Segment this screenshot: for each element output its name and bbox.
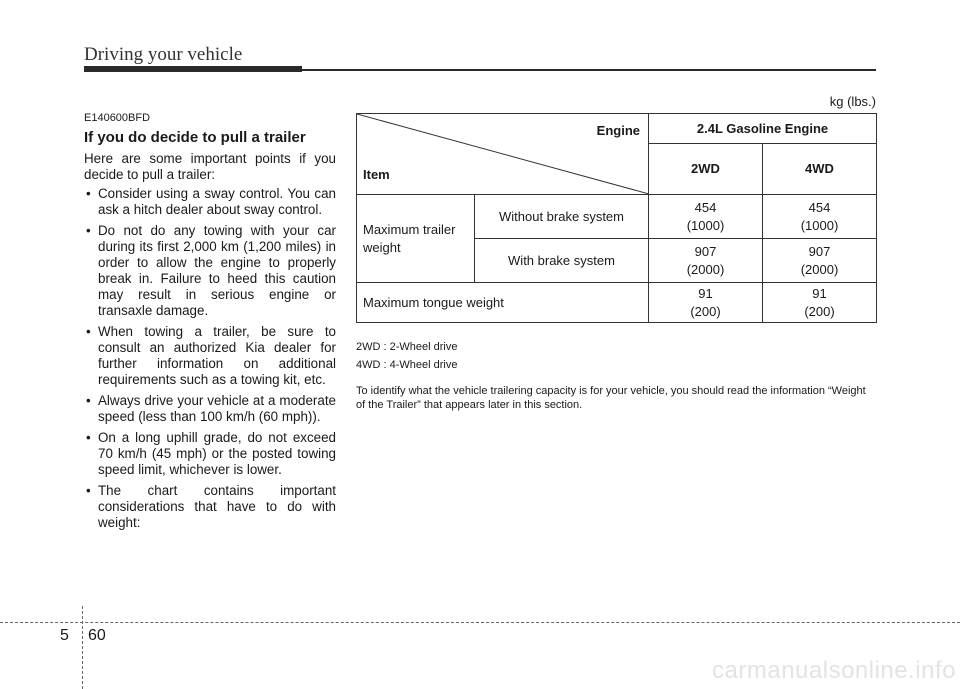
- section-code: E140600BFD: [84, 112, 151, 124]
- note-2wd: 2WD : 2-Wheel drive: [356, 341, 458, 353]
- row-label-tongue: Maximum tongue weight: [357, 283, 649, 323]
- intro-text: Here are some important points if you decide to pull a trailer:: [84, 151, 336, 182]
- engine-header-label: Engine: [596, 123, 640, 138]
- left-column: [84, 110, 336, 536]
- table-corner-header: [357, 114, 649, 195]
- row-label-max-trailer: Maximum trailer weight: [357, 195, 475, 283]
- chapter-number: 5: [60, 627, 69, 644]
- table-notes: [356, 340, 876, 416]
- value-kg: 454: [694, 199, 717, 215]
- cell-tongue-4wd: [763, 283, 877, 323]
- cell-without-2wd: [649, 195, 763, 239]
- trailer-weight-table: [356, 113, 877, 323]
- cell-with-4wd: [763, 239, 877, 283]
- cell-tongue-2wd: [649, 283, 763, 323]
- value-lbs: (2000): [686, 261, 725, 277]
- bullet-list: [84, 186, 336, 531]
- bullet-item: • Always drive your vehicle at a moderate speed (less than 100 km/h (60 mph)).: [84, 393, 336, 425]
- engine-name-header: 2.4L Gasoline Engine: [649, 114, 877, 144]
- bullet-item: • Consider using a sway control. You can ask a hitch dealer about sway control.: [84, 186, 336, 218]
- value-lbs: (200): [804, 303, 835, 319]
- footer-vertical-rule: [82, 606, 83, 689]
- col-header-2wd: 2WD: [649, 144, 763, 195]
- sub-label-with-brake: With brake system: [475, 239, 649, 283]
- page-number: 60: [88, 627, 106, 644]
- bullet-item: • Do not do any towing with your car during its first 2,000 km (1,200 miles) in order to allow the engine to properly break in. Failure to heed this caution may result in serious engine or transaxle damage.: [84, 223, 336, 319]
- footer-rule: [0, 622, 960, 623]
- cell-without-4wd: [763, 195, 877, 239]
- header-accent-bar: [84, 66, 302, 72]
- value-lbs: (1000): [800, 217, 839, 233]
- value-lbs: (2000): [800, 261, 839, 277]
- capacity-note: To identify what the vehicle trailering capacity is for your vehicle, you should read the information “Weight of the Trailer” that appears later in this section.: [356, 385, 866, 411]
- unit-label: kg (lbs.): [829, 94, 876, 109]
- col-header-4wd: 4WD: [763, 144, 877, 195]
- value-lbs: (200): [690, 303, 721, 319]
- bullet-item: • When towing a trailer, be sure to consult an authorized Kia dealer for further information on additional requirements such as a towing kit, etc.: [84, 324, 336, 388]
- bullet-item: • On a long uphill grade, do not exceed 70 km/h (45 mph) or the posted towing speed limit, whichever is lower.: [84, 430, 336, 478]
- value-kg: 91: [698, 285, 713, 301]
- section-heading: If you do decide to pull a trailer: [84, 129, 306, 146]
- value-kg: 454: [808, 199, 831, 215]
- bullet-item: • The chart contains important considerations that have to do with weight:: [84, 483, 336, 531]
- value-kg: 907: [808, 243, 831, 259]
- item-header-label: Item: [363, 167, 390, 182]
- cell-with-2wd: [649, 239, 763, 283]
- watermark: carmanualsonline.info: [712, 657, 956, 684]
- sub-label-without-brake: Without brake system: [475, 195, 649, 239]
- value-lbs: (1000): [686, 217, 725, 233]
- page-header-title: Driving your vehicle: [84, 44, 243, 65]
- value-kg: 907: [694, 243, 717, 259]
- value-kg: 91: [812, 285, 827, 301]
- note-4wd: 4WD : 4-Wheel drive: [356, 359, 458, 371]
